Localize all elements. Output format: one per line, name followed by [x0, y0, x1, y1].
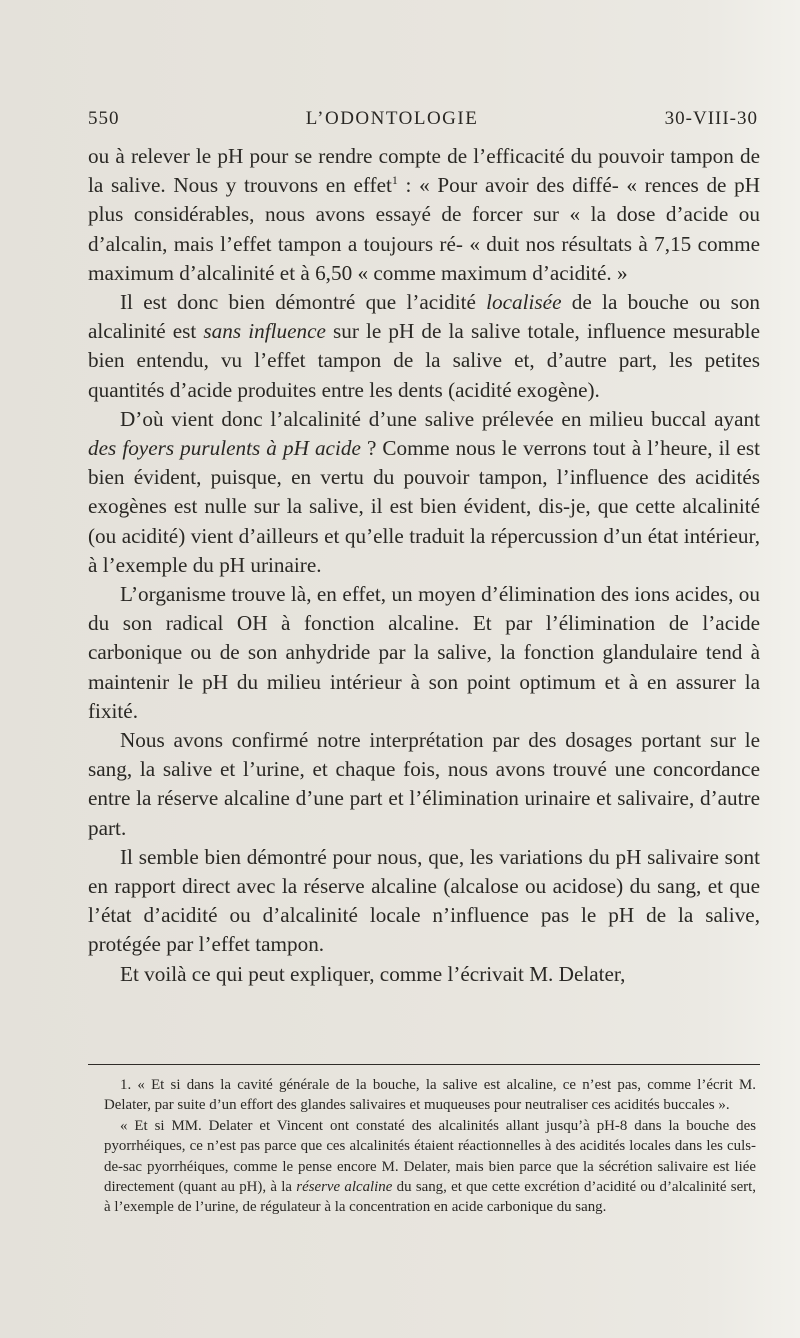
- footnote-divider: [88, 1064, 760, 1065]
- paragraph-2-italic-b: sans influence: [203, 319, 326, 344]
- journal-title: L’ODONTOLOGIE: [305, 108, 479, 129]
- paragraph-7: Et voilà ce qui peut expliquer, comme l’écrivait M. Delater,: [120, 961, 626, 986]
- footnote-2-text-b: du sang, et que cette excrétion d’acidité ou d’alcalinité sert, à l’exemple de l’urine, de régulateur à la concentration en acide carbonique du sang.: [104, 1179, 756, 1216]
- footnote-ref-1: 1: [391, 173, 398, 188]
- paragraph-4: L’organisme trouve là, en effet, un moyen d’élimination des ions acides, ou du son radical OH à fonction alcaline. Et par l’élimination de l’acide carbonique ou de son anhydride par la salive, la fonction glandulaire tend à maintenir le pH du milieu intérieur à son point optimum et à en assurer la fixité.: [88, 582, 760, 723]
- running-header: [88, 104, 758, 134]
- page-number: 550: [88, 108, 120, 129]
- paragraph-2-text-a: Il est donc bien démontré que l’acidité: [120, 290, 487, 315]
- paragraph-3: [88, 405, 760, 580]
- paragraph-2: [88, 288, 760, 405]
- footnotes: [104, 1075, 756, 1218]
- paragraph-3-text-b: ? Comme nous le verrons tout à l’heure, il est bien évident, puisque, en vertu du pouvoir tampon, l’influence des acidités exogènes est nulle sur la salive, il est bien évident, dis-je, que cette alcalinité (ou acidité) vient d’ailleurs et qu’elle traduit la répercussion d’un état intérieur, à l’exemple du pH urinaire.: [88, 436, 760, 577]
- paragraph-6: Il semble bien démontré pour nous, que, les variations du pH salivaire sont en rapport direct avec la réserve alcaline (alcalose ou acidose) du sang, et que l’état d’acidité ou d’alcalinité locale n’influence pas le pH de la salive, protégée par l’effet tampon.: [88, 844, 760, 957]
- paragraph-3-italic-a: des foyers purulents à pH acide: [88, 436, 361, 461]
- paragraph-2-italic-a: localisée: [486, 290, 562, 315]
- paragraph-1-text-b: : « Pour avoir des diffé- « rences de pH plus considérables, nous avons essayé de forcer sur « la dose d’acide ou d’alcalin, mais l’effet tampon a toujours ré- « duit nos résultats à 7,15 comme maximum d’alcalinité et à 6,50 « comme maximum d’acidité. »: [88, 173, 761, 285]
- issue-date: 30-VIII-30: [664, 108, 758, 129]
- paragraph-5: Nous avons confirmé notre interprétation par des dosages portant sur le sang, la salive et l’urine, et chaque fois, nous avons trouvé une concordance entre la réserve alcaline d’une part et l’élimination urinaire et salivaire, d’autre part.: [88, 728, 760, 840]
- main-text: [88, 142, 760, 989]
- paragraph-2-text-b: de la bouche ou son alcalinité est: [88, 290, 761, 344]
- footnote-1: 1. « Et si dans la cavité générale de la bouche, la salive est alcaline, ce n’est pas, comme l’écrit M. Delater, par suite d’un effort des glandes salivaires et muqueuses pour neutraliser ces acidités buccales ».: [104, 1077, 756, 1114]
- footnote-1-continued: [104, 1116, 756, 1218]
- paragraph-3-text-a: D’où vient donc l’alcalinité d’une salive prélevée en milieu buccal ayant: [120, 406, 760, 431]
- paragraph-1-text-a: ou à relever le pH pour se rendre compte de l’efficacité du pouvoir tampon de la salive. Nous y trouvons en effet: [88, 144, 760, 198]
- footnote-2-text-a: « Et si MM. Delater et Vincent ont constaté des alcalinités allant jusqu’à pH-8 dans la bouche des pyorrhéiques, ce n’est pas parce que ces alcalinités étaient réactionnelles à des acidités locales dans les culs-de-sac pyorrhéiques, comme le pense encore M. Delater, mais bien parce que la sécrétion salivaire est liée directement (quant au pH), à la: [104, 1117, 756, 1196]
- footnote-2-italic-a: réserve alcaline: [296, 1179, 393, 1196]
- paragraph-1: [88, 142, 760, 288]
- paragraph-2-text-c: sur le pH de la salive totale, influence mesurable bien entendu, vu l’effet tampon de la salive et, d’autre part, les petites quantités d’acide produites entre les dents (acidité exogène).: [88, 319, 760, 402]
